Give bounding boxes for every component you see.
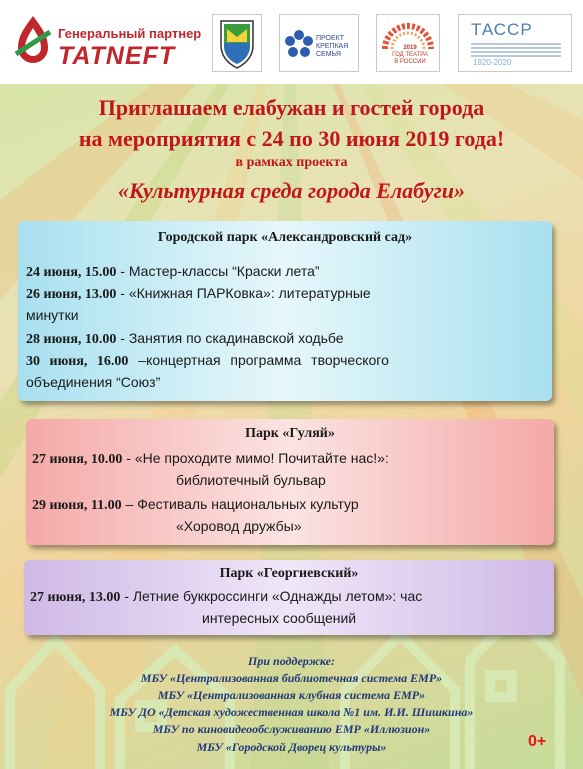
project-name: «Культурная среда города Елабуги» <box>118 178 465 203</box>
panel-title: Парк «Георгиевский» <box>219 566 359 581</box>
panel-title: Городской парк «Александровский сад» <box>157 230 413 245</box>
event-line: «Хоровод дружбы» <box>176 518 302 534</box>
support-heading: При поддержке: <box>248 654 335 668</box>
panel-alexandrovsky-garden <box>18 221 552 401</box>
invitation-line-2: на мероприятия с 24 по 30 июня 2019 года! <box>78 126 505 151</box>
tassr-100-logo <box>458 14 572 72</box>
year-of-theater-logo: 2019 ГОД ТЕАТРА В РОССИИ <box>376 14 440 72</box>
support-org: МБУ «Централизованная библиотечная система ЕМР» <box>140 671 443 685</box>
age-rating-badge: 0+ <box>528 733 547 750</box>
event-line: 30 июня, 16.00 –концертная программа творческого <box>26 352 389 369</box>
event-line: библиотечный бульвар <box>176 472 326 488</box>
event-line: 27 июня, 13.00 - Летние буккроссинги «Однажды летом»: час <box>30 588 423 605</box>
support-org: МБУ ДО «Детская художественная школа №1 им. И.И. Шишкина» <box>109 705 474 719</box>
tassr-dates: 1920-2020 <box>473 58 512 67</box>
support-org: МБУ «Централизованная клубная система ЕМР» <box>157 688 426 702</box>
event-line: объединения “Союз” <box>26 374 161 390</box>
elabuga-coat-of-arms <box>212 14 262 72</box>
panel-georgievsky-park <box>24 560 554 635</box>
strong-family-project-logo: ПРОЕКТ КРЕПКАЯ СЕМЬЯ <box>279 14 359 72</box>
support-org: МБУ «Городской Дворец культуры» <box>196 740 387 754</box>
event-line: 27 июня, 10.00 - «Не проходите мимо! Почитайте нас!»: <box>32 450 389 467</box>
panel-title: Парк «Гуляй» <box>245 426 335 441</box>
coat-of-arms-icon <box>213 15 261 71</box>
panel-gulyay-park <box>26 419 554 545</box>
sponsor-header <box>0 0 583 84</box>
event-line: 24 июня, 15.00 - Мастер-классы “Краски лета” <box>26 263 320 280</box>
event-line: минутки <box>26 307 79 323</box>
event-line: 26 июня, 13.00 - «Книжная ПАРКовка»: литературные <box>26 285 371 302</box>
tassr-wordmark: ТАССР <box>471 20 533 39</box>
tatneft-drop-icon <box>12 14 54 70</box>
invitation-line-1: Приглашаем елабужан и гостей города <box>98 95 485 120</box>
tatneft-wordmark: TATNEFT <box>58 42 176 70</box>
event-line: 29 июня, 11.00 – Фестиваль национальных культур <box>32 496 359 513</box>
support-org: МБУ по киновидеообслуживанию ЕМР «Иллюзион» <box>152 722 431 736</box>
general-partner-label: Генеральный партнер <box>58 26 202 41</box>
event-line: интересных сообщений <box>202 610 357 626</box>
event-line: 28 июня, 10.00 - Занятия по скадинавской ходьбе <box>26 330 344 347</box>
project-intro: в рамках проекта <box>235 155 348 170</box>
flower-icon <box>284 29 314 59</box>
